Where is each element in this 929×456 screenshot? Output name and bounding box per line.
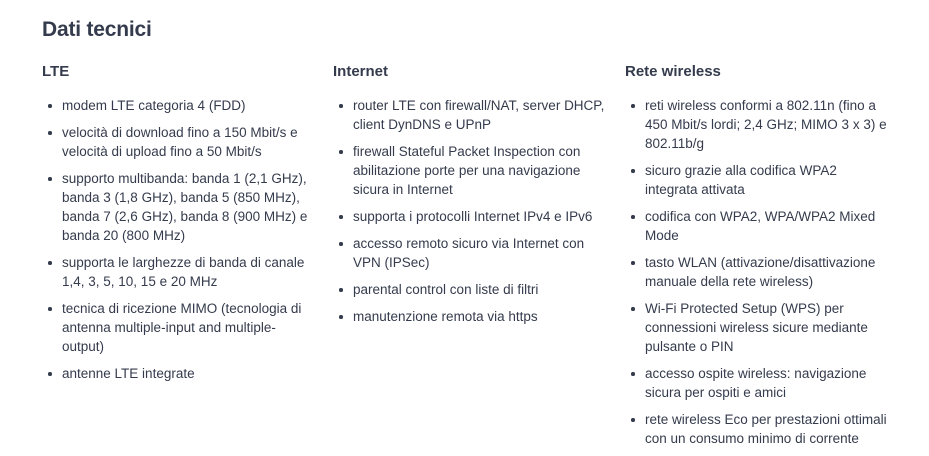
spec-list-item [42, 253, 313, 291]
spec-list-item [333, 280, 605, 299]
spec-item-text: accesso remoto sicuro via Internet con VPN (IPSec) [353, 236, 585, 270]
spec-list-item [625, 96, 889, 153]
spec-column-wireless [625, 63, 909, 456]
spec-item-text: antenne LTE integrate [62, 366, 195, 381]
spec-list-item [42, 123, 313, 161]
spec-column-internet [333, 63, 625, 456]
page-title: Dati tecnici [42, 18, 152, 41]
bullet-icon [631, 307, 635, 311]
bullet-icon [631, 169, 635, 173]
spec-list-item [333, 307, 605, 326]
bullet-icon [631, 104, 635, 108]
spec-list-item [625, 410, 889, 448]
spec-list-item [42, 299, 313, 356]
spec-item-text: supporta i protocolli Internet IPv4 e IPv6 [353, 209, 593, 224]
spec-list-item [625, 207, 889, 245]
spec-list-item [333, 142, 605, 199]
spec-item-text: supporto multibanda: banda 1 (2,1 GHz), banda 3 (1,8 GHz), banda 5 (850 MHz), banda 7 (2,6 GHz), banda 8 (900 MHz) e banda 20 (800 MHz) [62, 171, 308, 243]
bullet-icon [339, 150, 343, 154]
spec-list-item [42, 364, 313, 383]
spec-item-text: accesso ospite wireless: navigazione sicura per ospiti e amici [645, 366, 867, 400]
spec-list-item [333, 207, 605, 226]
bullet-icon [631, 418, 635, 422]
spec-list-item [333, 234, 605, 272]
bullet-icon [48, 372, 52, 376]
spec-column-heading: Rete wireless [625, 63, 721, 80]
spec-list-wireless [625, 96, 889, 448]
spec-item-text: Wi-Fi Protected Setup (WPS) per connessioni wireless sicure mediante pulsante o PIN [645, 301, 868, 354]
spec-list-internet [333, 96, 605, 326]
spec-column-lte [42, 63, 333, 456]
spec-item-text: codifica con WPA2, WPA/WPA2 Mixed Mode [645, 209, 876, 243]
spec-columns [42, 63, 909, 456]
bullet-icon [48, 261, 52, 265]
spec-item-text: tecnica di ricezione MIMO (tecnologia di antenna multiple-input and multiple-output) [62, 301, 302, 354]
spec-list-item [42, 169, 313, 245]
bullet-icon [339, 315, 343, 319]
bullet-icon [339, 242, 343, 246]
bullet-icon [48, 177, 52, 181]
spec-list-item [625, 253, 889, 291]
bullet-icon [631, 215, 635, 219]
bullet-icon [48, 104, 52, 108]
spec-item-text: sicuro grazie alla codifica WPA2 integrata attivata [645, 163, 837, 197]
spec-item-text: modem LTE categoria 4 (FDD) [62, 98, 246, 113]
spec-column-heading: LTE [42, 63, 70, 80]
spec-item-text: rete wireless Eco per prestazioni ottimali con un consumo minimo di corrente [645, 412, 887, 446]
bullet-icon [48, 307, 52, 311]
spec-list-lte [42, 96, 313, 383]
bullet-icon [339, 288, 343, 292]
spec-list-item [333, 96, 605, 134]
spec-item-text: parental control con liste di filtri [353, 282, 539, 297]
bullet-icon [339, 104, 343, 108]
spec-list-item [625, 299, 889, 356]
bullet-icon [339, 215, 343, 219]
spec-list-item [625, 364, 889, 402]
spec-item-text: supporta le larghezze di banda di canale 1,4, 3, 5, 10, 15 e 20 MHz [62, 255, 305, 289]
spec-item-text: manutenzione remota via https [353, 309, 538, 324]
spec-item-text: velocità di download fino a 150 Mbit/s e velocità di upload fino a 50 Mbit/s [62, 125, 298, 159]
spec-item-text: tasto WLAN (attivazione/disattivazione manuale della rete wireless) [645, 255, 876, 289]
spec-column-heading: Internet [333, 63, 389, 80]
bullet-icon [631, 372, 635, 376]
spec-item-text: router LTE con firewall/NAT, server DHCP, client DynDNS e UPnP [353, 98, 605, 132]
spec-item-text: firewall Stateful Packet Inspection con abilitazione porte per una navigazione sicura in Internet [353, 144, 581, 197]
spec-list-item [42, 96, 313, 115]
spec-item-text: reti wireless conformi a 802.11n (fino a 450 Mbit/s lordi; 2,4 GHz; MIMO 3 x 3) e 802.11b/g [645, 98, 887, 151]
bullet-icon [48, 131, 52, 135]
spec-list-item [625, 161, 889, 199]
bullet-icon [631, 261, 635, 265]
